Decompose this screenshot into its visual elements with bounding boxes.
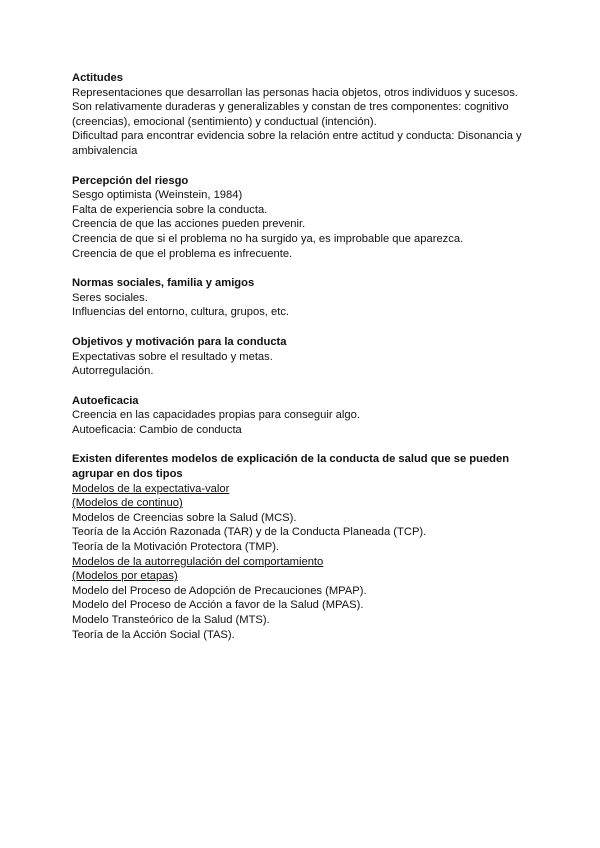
- section-line: Creencia de que las acciones pueden prevenir.: [72, 218, 306, 231]
- section-title: Percepción del riesgo: [72, 174, 189, 187]
- section-autoeficacia: [72, 394, 532, 438]
- section-line: Autorregulación.: [72, 365, 154, 378]
- model-item: Teoría de la Motivación Protectora (TMP).: [72, 541, 280, 554]
- section-line: Representaciones que desarrollan las personas hacia objetos, otros individuos y sucesos.: [72, 86, 518, 99]
- model-item: Modelo del Proceso de Adopción de Precauciones (MPAP).: [72, 584, 367, 597]
- section-modelos: [72, 452, 532, 642]
- group-subheading: (Modelos de continuo): [72, 497, 183, 510]
- section-normas-sociales: [72, 276, 532, 320]
- model-item: Modelos de Creencias sobre la Salud (MCS).: [72, 511, 297, 524]
- model-item: Modelo Transteórico de la Salud (MTS).: [72, 614, 270, 626]
- section-title: Existen diferentes modelos de explicación de la conducta de salud que se pueden agrupar en dos tipos: [72, 453, 510, 481]
- section-line: Son relativamente duraderas y generalizables y constan de tres componentes: cognitivo (creencias), emocional (sentimiento) y conductual (intención).: [72, 101, 509, 128]
- section-objetivos-motivacion: [72, 335, 532, 379]
- group-heading: Modelos de la autorregulación del comportamiento: [72, 555, 324, 568]
- section-title: Actitudes: [72, 72, 123, 84]
- section-actitudes: [72, 71, 532, 159]
- section-line: Dificultad para encontrar evidencia sobre la relación entre actitud y conducta: Disonancia y ambivalencia: [72, 130, 522, 157]
- section-line: Seres sociales.: [72, 291, 148, 304]
- document-page: [72, 71, 532, 657]
- model-item: Teoría de la Acción Razonada (TAR) y de la Conducta Planeada (TCP).: [72, 526, 427, 539]
- section-title: Autoeficacia: [72, 394, 139, 407]
- section-line: Autoeficacia: Cambio de conducta: [72, 423, 242, 436]
- section-line: Creencia de que si el problema no ha surgido ya, es improbable que aparezca.: [72, 232, 464, 245]
- model-item: Teoría de la Acción Social (TAS).: [72, 628, 235, 641]
- section-title: Normas sociales, familia y amigos: [72, 277, 255, 290]
- group-subheading: (Modelos por etapas): [72, 570, 178, 583]
- section-line: Expectativas sobre el resultado y metas.: [72, 350, 273, 363]
- model-item: Modelo del Proceso de Acción a favor de la Salud (MPAS).: [72, 599, 364, 612]
- section-line: Falta de experiencia sobre la conducta.: [72, 203, 268, 216]
- section-line: Creencia en las capacidades propias para conseguir algo.: [72, 409, 360, 422]
- section-line: Creencia de que el problema es infrecuente.: [72, 247, 293, 260]
- section-title: Objetivos y motivación para la conducta: [72, 335, 287, 348]
- section-percepcion-riesgo: [72, 174, 532, 262]
- section-line: Sesgo optimista (Weinstein, 1984): [72, 189, 243, 202]
- group-heading: Modelos de la expectativa-valor: [72, 482, 230, 495]
- section-line: Influencias del entorno, cultura, grupos, etc.: [72, 306, 290, 319]
